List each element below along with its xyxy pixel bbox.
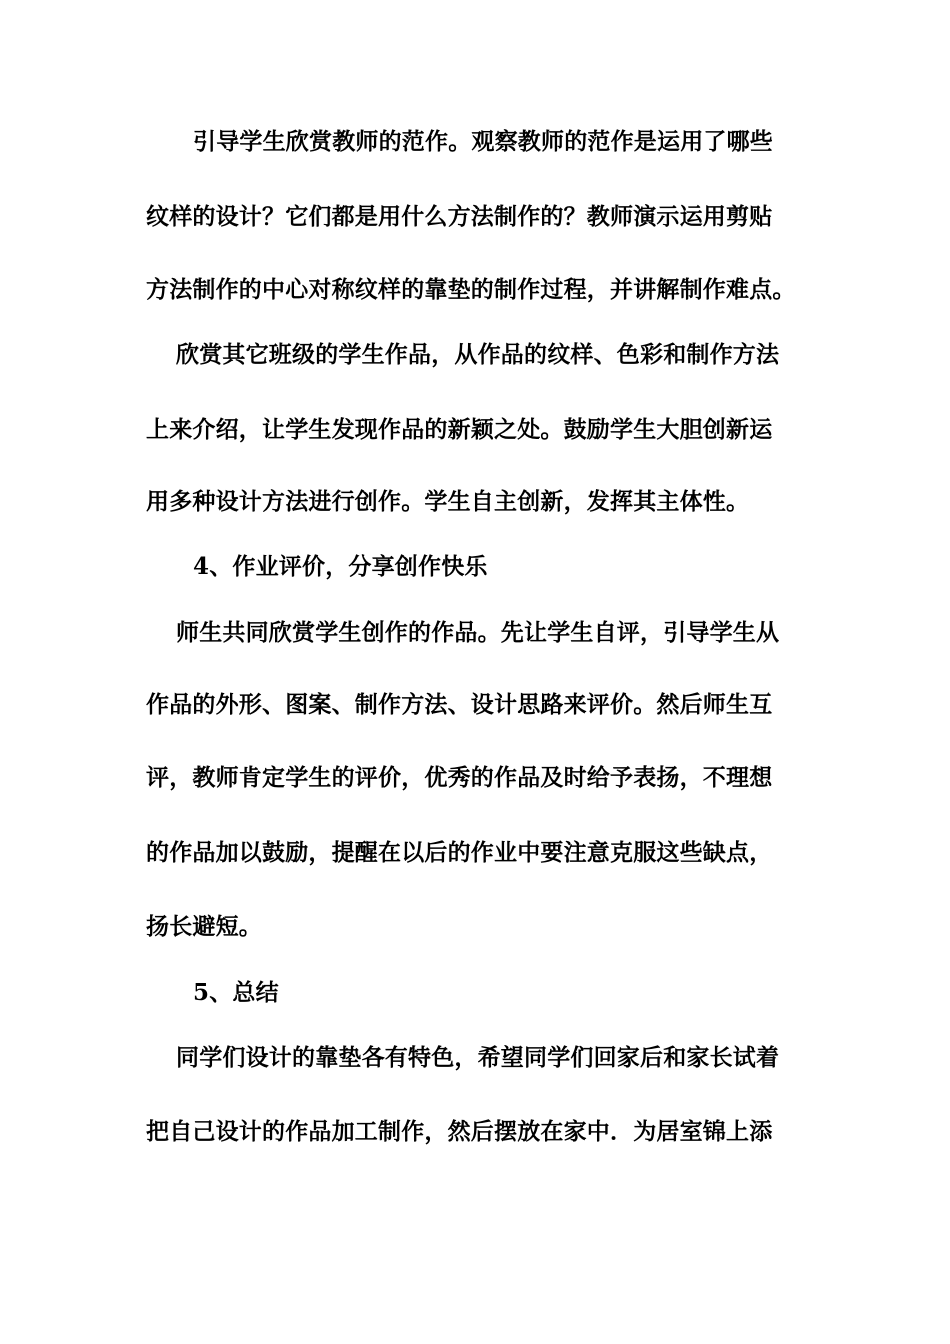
paragraph-line: 方法制作的中心对称纹样的靠垫的制作过程，并讲解制作难点。 xyxy=(146,276,796,303)
paragraph-line: 作品的外形、图案、制作方法、设计思路来评价。然后师生互 xyxy=(146,691,773,718)
paragraph-line: 扬长避短。 xyxy=(146,913,262,940)
paragraph-line: 上来介绍，让学生发现作品的新颖之处。鼓励学生大胆创新运 xyxy=(146,416,773,443)
paragraph-line: 师生共同欣赏学生创作的作品。先让学生自评，引导学生从 xyxy=(176,619,780,646)
paragraph-line: 把自己设计的作品加工制作，然后摆放在家中．为居室锦上添 xyxy=(146,1118,773,1145)
section-heading: 4、作业评价，分享创作快乐 xyxy=(193,553,488,580)
paragraph-line: 欣赏其它班级的学生作品，从作品的纹样、色彩和制作方法 xyxy=(176,341,780,368)
paragraph-line: 纹样的设计？它们都是用什么方法制作的？教师演示运用剪贴 xyxy=(146,203,773,230)
paragraph-line: 用多种设计方法进行创作。学生自主创新，发挥其主体性。 xyxy=(146,488,750,515)
paragraph-line: 评，教师肯定学生的评价，优秀的作品及时给予表扬，不理想 xyxy=(146,764,773,791)
paragraph-line: 的作品加以鼓励，提醒在以后的作业中要注意克服这些缺点， xyxy=(146,839,773,866)
section-heading: 5、总结 xyxy=(193,979,279,1006)
paragraph-line: 引导学生欣赏教师的范作。观察教师的范作是运用了哪些 xyxy=(193,128,773,155)
paragraph-line: 同学们设计的靠垫各有特色，希望同学们回家后和家长试着 xyxy=(176,1044,780,1071)
